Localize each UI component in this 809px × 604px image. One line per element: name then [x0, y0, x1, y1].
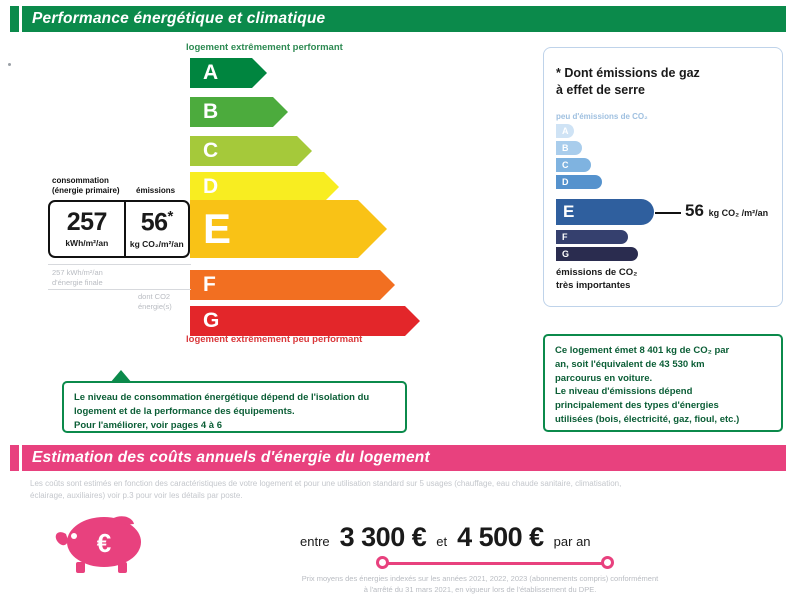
- energy-letter-f: F: [203, 273, 216, 296]
- emission-unit: kg CO₂/m²/an: [129, 238, 184, 249]
- co2-row-f: [556, 230, 628, 244]
- consumption-caption: consommation (énergie primaire): [52, 176, 120, 195]
- energy-advice-line2: logement et de la performance des équipements.: [74, 405, 295, 417]
- cost-suffix: par an: [553, 534, 591, 549]
- cost-footer: [200, 573, 760, 596]
- co2-advice-line3: parcourus en voiture.: [555, 372, 653, 384]
- co2-row-c: [556, 158, 591, 172]
- faint-final-energy-value: 257 kWh/m²/an: [52, 268, 103, 277]
- faint-final-energy-label: d'énergie finale: [52, 277, 103, 287]
- co2-row-b: [556, 141, 582, 155]
- piggy-bank-icon: [46, 508, 154, 579]
- energy-row-b: [190, 97, 273, 127]
- energy-row-e-selected: [190, 200, 358, 258]
- faint-final-energy: [52, 268, 103, 288]
- energy-advice-line1: Le niveau de consommation énergétique dépend de l'isolation du: [74, 392, 370, 403]
- co2-letter-g: G: [562, 249, 570, 259]
- co2-value: 56: [685, 201, 704, 220]
- co2-advice-line1: Ce logement émet 8 401 kg de CO₂ par: [555, 345, 730, 356]
- cost-disclaimer-line2: éclairage, auxiliaires) voir p.3 pour voir les détails par poste.: [30, 491, 243, 500]
- faint-co2: [138, 292, 172, 312]
- energy-letter-d: D: [203, 175, 219, 198]
- band-tick-green: [10, 6, 19, 32]
- co2-letter-e: E: [563, 202, 575, 221]
- co2-letter-b: B: [562, 143, 569, 153]
- co2-letter-f: F: [562, 232, 568, 242]
- co2-advice-callout: [543, 334, 783, 432]
- co2-title-line2: à effet de serre: [556, 82, 645, 97]
- co2-note-line2: très importantes: [556, 279, 631, 291]
- co2-row-a: [556, 124, 574, 138]
- scale-top-label: logement extrêmement performant: [186, 42, 343, 53]
- co2-value-group: [685, 201, 768, 221]
- emission-value-wrap: [141, 209, 173, 235]
- energy-advice-callout: [62, 381, 407, 433]
- co2-note: [556, 267, 637, 293]
- energy-letter-g: G: [203, 309, 220, 332]
- co2-advice-line2: an, soit l'équivalent de 43 530 km: [555, 358, 705, 370]
- svg-text:€: €: [96, 528, 112, 558]
- energy-letter-e: E: [203, 205, 232, 252]
- cost-disclaimer-line1: Les coûts sont estimés en fonction des caractéristiques de votre logement et pour une utilisation standard sur 5 usages (chauffage, eau chaude sanitaire, climatisation,: [30, 479, 622, 488]
- co2-letter-c: C: [562, 160, 569, 170]
- faint-co2-label: dont CO2: [138, 292, 171, 301]
- scale-bottom-label: logement extrêmement peu performant: [186, 334, 363, 345]
- energy-row-d: [190, 172, 324, 202]
- energy-row-a: [190, 58, 252, 88]
- co2-value-unit: kg CO₂ /m²/an: [708, 208, 769, 218]
- cost-footer-line2: à l'arrêté du 31 mars 2021, en vigueur lors de l'établissement du DPE.: [363, 585, 597, 595]
- energy-letter-b: B: [203, 100, 219, 123]
- consumption-cell: [50, 202, 126, 256]
- cost-footer-line1: Prix moyens des énergies indexés sur les années 2021, 2022, 2023 (abonnements compris) conformément: [301, 574, 659, 583]
- energy-header-title: Performance énergétique et climatique: [32, 10, 326, 27]
- callout-pointer: [110, 370, 132, 383]
- emission-star: *: [167, 208, 173, 226]
- emission-caption: émissions: [136, 186, 176, 195]
- cost-range-dot-right: [601, 556, 614, 569]
- page-speck: [8, 63, 11, 66]
- divider-1: [48, 264, 191, 265]
- co2-advice-line5: principalement des types d'énergies: [555, 400, 719, 412]
- cost-max: 4 500 €: [457, 522, 544, 552]
- consumption-unit: kWh/m²/an: [65, 238, 109, 248]
- energy-advice-line3: Pour l'améliorer, voir pages 4 à 6: [74, 419, 222, 431]
- cost-range: [300, 522, 591, 553]
- cost-range-rule: [380, 562, 608, 565]
- co2-title-line1: * Dont émissions de gaz: [556, 66, 700, 80]
- energy-row-g: [190, 306, 405, 336]
- co2-row-g: [556, 247, 638, 261]
- band-tick-pink: [10, 445, 19, 471]
- co2-letter-d: D: [562, 177, 569, 187]
- energy-row-c: [190, 136, 297, 166]
- co2-panel-title: [556, 65, 736, 99]
- co2-row-d: [556, 175, 602, 189]
- co2-row-e-selected: [556, 199, 654, 225]
- co2-leader-line: [655, 212, 681, 214]
- faint-energy-label: énergie(s): [138, 301, 172, 311]
- co2-letter-a: A: [562, 126, 569, 136]
- cost-header-band: [22, 445, 786, 471]
- consumption-value: 257: [66, 208, 107, 236]
- co2-note-line1: émissions de CO₂: [556, 267, 638, 278]
- co2-scale-caption: peu d'émissions de CO₂: [556, 112, 648, 121]
- energy-letter-c: C: [203, 139, 219, 162]
- cost-range-dot-left: [376, 556, 389, 569]
- energy-header-band: [22, 6, 786, 32]
- cost-min: 3 300 €: [339, 522, 427, 552]
- cost-header-title: Estimation des coûts annuels d'énergie du logement: [32, 449, 430, 466]
- value-box: [48, 200, 190, 258]
- cost-prefix: entre: [300, 534, 330, 549]
- energy-row-f: [190, 270, 380, 300]
- emission-value: 56: [140, 208, 168, 237]
- cost-mid: et: [436, 534, 448, 549]
- emission-cell: [126, 202, 188, 256]
- cost-disclaimer: [30, 478, 770, 502]
- co2-advice-line6: utilisées (bois, électricité, gaz, fioul, etc.): [555, 413, 740, 425]
- energy-letter-a: A: [203, 61, 219, 84]
- co2-advice-line4: Le niveau d'émissions dépend: [555, 386, 693, 398]
- divider-2: [48, 289, 191, 290]
